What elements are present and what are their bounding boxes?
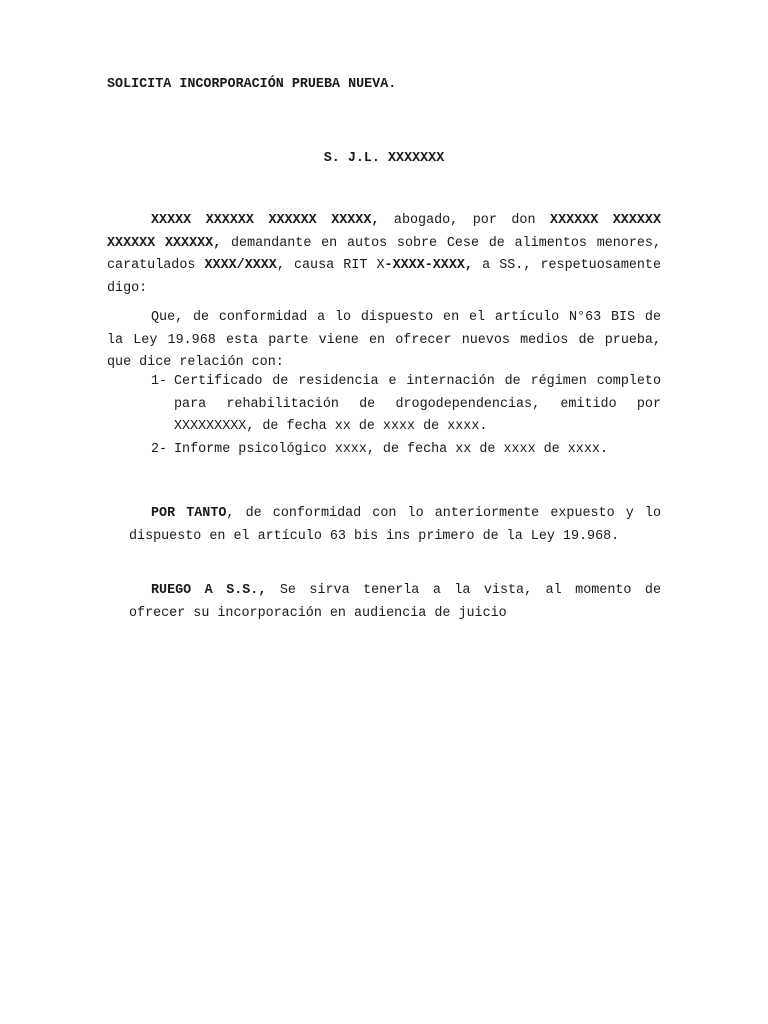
por-tanto-paragraph	[129, 503, 661, 548]
intro-paragraph	[107, 210, 661, 300]
intro-text-1: abogado, por don	[379, 213, 551, 229]
list-item-text: Certificado de residencia e internación de régimen completo para rehabilitación de drogodependencias, emitido por XXXXXXXXX, de fecha xx de xxxx de xxxx.	[174, 374, 661, 434]
list-item	[151, 371, 661, 439]
por-tanto-text: , de conformidad con lo anteriormente expuesto y lo dispuesto en el artículo 63 bis ins primero de la Ley 19.968.	[129, 506, 661, 544]
case-title: XXXX/XXXX	[204, 258, 277, 274]
rit-number: -XXXX-XXXX,	[384, 258, 473, 274]
intro-text-4: a SS., respetuosamente digo:	[107, 258, 662, 296]
client-name: XXXXXX XXXXXX XXXXXX XXXXXX,	[107, 213, 661, 251]
document-subject: SOLICITA INCORPORACIÓN PRUEBA NUEVA.	[107, 77, 397, 92]
intro-text-3: , causa RIT X	[276, 258, 385, 274]
list-item	[151, 439, 661, 462]
list-item-number: 2-	[151, 441, 168, 457]
evidence-list	[151, 371, 661, 461]
intro-text-2: demandante en autos sobre Cese de alimentos menores, caratulados	[107, 235, 661, 274]
ruego-text: Se sirva tenerla a la vista, al momento de ofrecer su incorporación en audiencia de juicio	[129, 583, 661, 621]
court-addressee: S. J.L. XXXXXXX	[323, 151, 445, 166]
ruego-paragraph	[129, 580, 661, 625]
ruego-label: RUEGO A S.S.,	[151, 583, 267, 599]
list-item-text: Informe psicológico xxxx, de fecha xx de xxxx de xxxx.	[174, 441, 608, 457]
por-tanto-label: POR TANTO	[151, 506, 227, 522]
attorney-name: XXXXX XXXXXX XXXXXX XXXXX,	[151, 213, 380, 229]
list-item-number: 1-	[151, 374, 168, 389]
body-paragraph: Que, de conformidad a lo dispuesto en el artículo N°63 BIS de la Ley 19.968 esta parte viene en ofrecer nuevos medios de prueba, que dice relación con:	[107, 310, 661, 371]
